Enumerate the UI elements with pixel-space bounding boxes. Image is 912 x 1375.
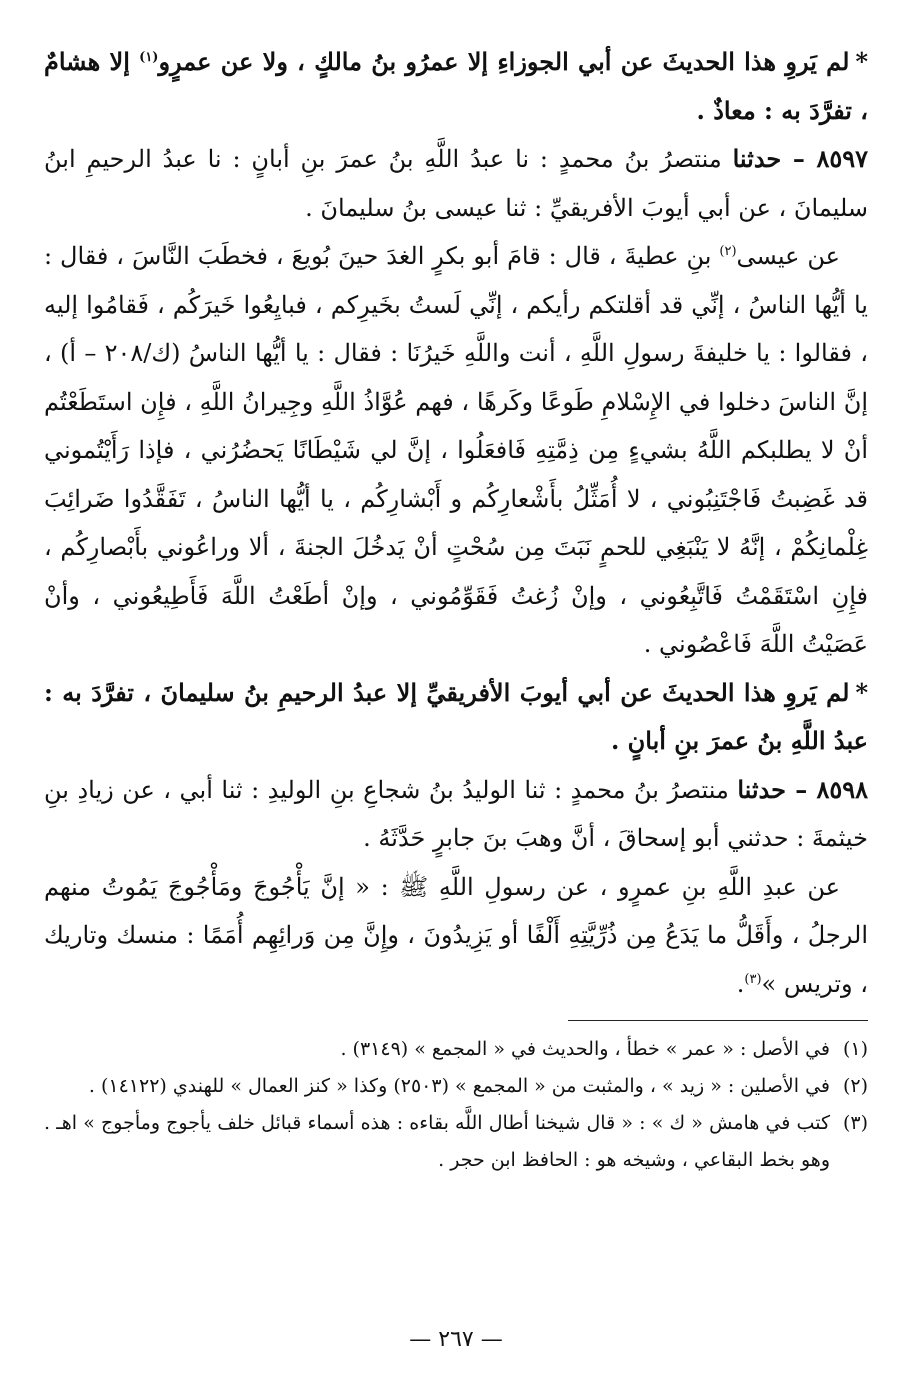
hadith-body-end: . (736, 969, 745, 998)
hadith-dash: – (781, 144, 817, 173)
note-text: لم يَروِ هذا الحديثَ عن أبي الجوزاءِ إلا عمرُو بنُ مالكٍ ، ولا عن عمرٍو (158, 47, 850, 76)
hadith-opening-word: حدثنا (732, 144, 782, 173)
note-star-marker: * (855, 677, 868, 707)
hadith-body-paragraph (44, 863, 868, 1009)
hadith-chain-text: منتصرُ بنُ محمدٍ : نا عبدُ اللَّهِ بنُ عمرَ بنِ أبانٍ : نا عبدُ الرحيمِ ابنُ سليمانَ ، عن أبي أيوبَ الأفريقيِّ : ثنا عيسى بنُ سليمانَ . (44, 145, 868, 222)
footnote-item (44, 1068, 868, 1105)
note-text: لم يَروِ هذا الحديثَ عن أبي أيوبَ الأفريقيِّ إلا عبدُ الرحيمِ بنُ سليمانَ ، تفرَّدَ به : عبدُ اللَّهِ بنُ عمرَ بنِ أبانٍ . (44, 677, 868, 755)
footnote-text: في الأصل : « عمر » خطأ ، والحديث في « المجمع » (٣١٤٩) . (340, 1038, 830, 1060)
editor-note-paragraph (44, 669, 868, 766)
hadith-number: ٨٥٩٨ (816, 774, 868, 804)
hadith-body-text: بنِ عطيةَ ، قال : قامَ أبو بكرٍ الغدَ حينَ بُويعَ ، فخطَبَ النَّاسَ ، فقال : يا أيُّها الناسُ ، إنِّي قد أقلتكم رأيكم ، إنِّي لَستُ بخَيرِكم ، فبايِعُوا خَيرَكُم ، فَقامُوا إليه ، فقالوا : يا خليفةَ رسولِ اللَّهِ ، أنت واللَّهِ خَيرُنَا : فقال : يا أيُّها الناسُ (ك/٢٠٨ – أ) ، إنَّ الناسَ دخلوا في الإِسْلامِ طَوعًا وكَرهًا ، فهم عُوَّاذُ اللَّهِ وجِيرانُ اللَّهِ ، فإِن استَطَعْتُم أنْ لا يطلبكم اللَّهُ بشيءٍ مِن ذِمَّتِهِ فَافعَلُوا ، إنَّ لي شَيْطَانًا يَحضُرُني ، فإذا رَأَيْتُموني قد غَضِبتُ فَاجْتَنِبُوني ، لا أُمَثِّلُ بأَشْعارِكُم و أَبْشارِكُم ، يا أيُّها الناسُ ، تَفَقَّدُوا ضَرائِبَ غِلْمانِكُمْ ، إنَّهُ لا يَنْبَغِي للحمٍ نَبَتَ مِن سُحْتٍ أنْ يَدخُلَ الجنةَ ، ألا وراعُوني بأَبْصارِكُم ، فإِنِ اسْتَقَمْتُ فَاتَّبِعُوني ، وإنْ زُغتُ فَقَوِّمُوني ، وإنْ أطَعْتُ اللَّهَ فَأَطِيعُوني ، وأنْ عَصَيْتُ اللَّهَ فَاعْصُوني . (44, 242, 869, 658)
footnote-ref: (٢) (719, 244, 737, 259)
footnote-item (44, 1031, 868, 1068)
editor-note-paragraph (44, 38, 868, 135)
footnote-ref: (٣) (744, 971, 762, 987)
footnote-number: (٣) (842, 1112, 868, 1134)
hadith-chain-paragraph (44, 135, 868, 232)
hadith-body-text: عن عبدِ اللَّهِ بنِ عمرٍو ، عن رسولِ اللَّهِ ﷺ : « إنَّ يَأْجُوجَ ومَأْجُوجَ يَمُوتُ منهم الرجلُ ، وأَقَلُّ ما يَدَعُ مِن ذُرِّيَّتِهِ أَلْفًا أو يَزِيدُونَ ، وإِنَّ مِن وَرائِهِم أُمَمًا : منسك وتاريك ، وتريس » (44, 872, 868, 998)
footnote-separator (568, 1020, 868, 1021)
footnote-text: في الأصلين : « زيد » ، والمثبت من « المجمع » (٢٥٠٣) وكذا « كنز العمال » للهندي (١٤١٢٢) . (88, 1075, 830, 1097)
note-text-tail: إلا هشامٌ ، تفرَّدَ به : معاذٌ . (44, 47, 868, 125)
hadith-chain-text: منتصرُ بنُ محمدٍ : ثنا الوليدُ بنُ شجاعِ بنِ الوليدِ : ثنا أبي ، عن زيادِ بنِ خيثمةَ : حدثني أبو إسحاقَ ، أنَّ وهبَ بنَ جابرٍ حَدَّثَهُ . (44, 775, 868, 852)
hadith-dash: – (785, 774, 817, 804)
footnotes-section (44, 1031, 868, 1179)
book-page (44, 38, 868, 1355)
hadith-chain-paragraph (44, 766, 868, 863)
hadith-number: ٨٥٩٧ (816, 144, 868, 173)
main-text (44, 38, 868, 1008)
hadith-body-start: عن عيسى (736, 242, 841, 270)
footnote-number: (٢) (842, 1075, 868, 1097)
hadith-body-paragraph (44, 232, 868, 669)
footnote-ref: (١) (139, 50, 159, 65)
footnote-item (44, 1105, 868, 1179)
hadith-opening-word: حدثنا (737, 774, 786, 804)
footnote-text: كتب في هامش « ك » : « قال شيخنا أطال اللَّه بقاءه : هذه أسماء قبائل خلف يأجوج ومأجوج » اهـ . وهو بخط البقاعي ، وشيخه هو : الحافظ ابن حجر . (44, 1112, 830, 1171)
note-star-marker: * (855, 47, 868, 76)
footnote-number: (١) (842, 1038, 868, 1060)
page-number: — ٢٦٧ — (409, 1327, 503, 1352)
